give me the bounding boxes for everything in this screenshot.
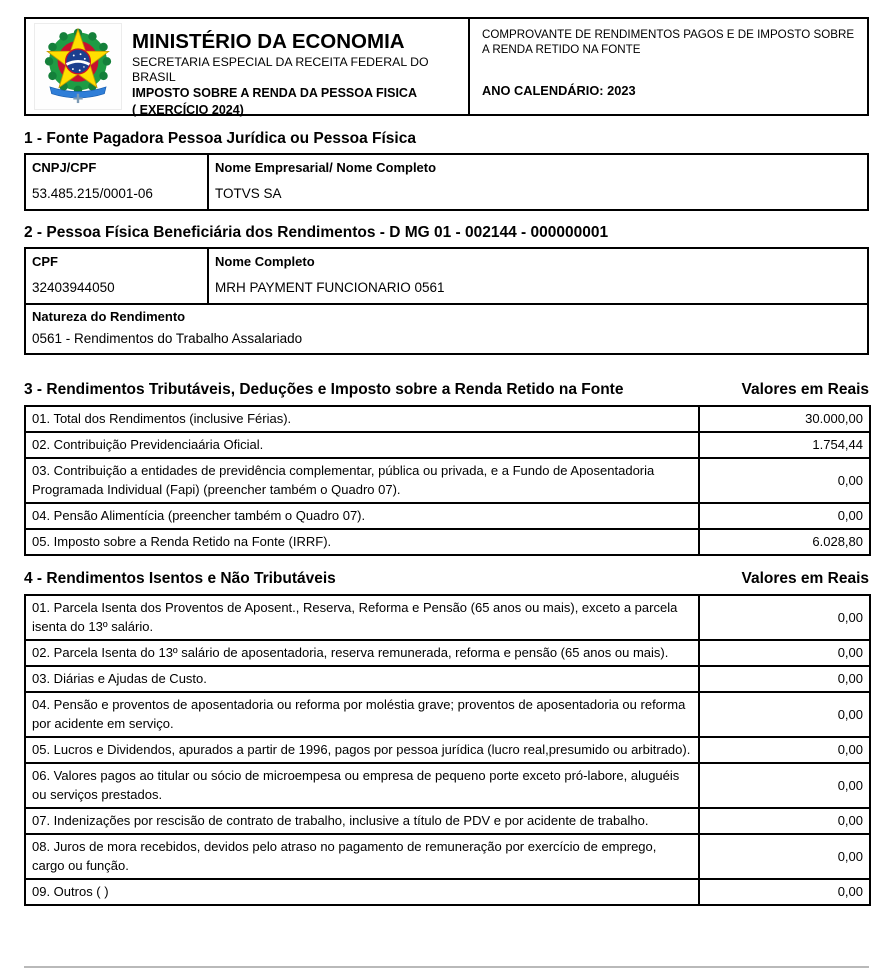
row-label: 04. Pensão Alimentícia (preencher também o Quadro 07). (25, 503, 699, 529)
table-row (25, 692, 870, 737)
table-row (25, 763, 870, 808)
payer-name-value: TOTVS SA (215, 186, 282, 201)
table-row (25, 834, 870, 879)
section3-title: 3 - Rendimentos Tributáveis, Deduções e Imposto sobre a Renda Retido na Fonte (24, 381, 624, 398)
table-row (25, 879, 870, 905)
table-row (26, 155, 867, 209)
row-label: 03. Diárias e Ajudas de Custo. (25, 666, 699, 692)
row-value: 0,00 (699, 737, 870, 763)
section1-title: 1 - Fonte Pagadora Pessoa Jurídica ou Pessoa Física (24, 130, 416, 147)
row-value: 0,00 (699, 640, 870, 666)
row-value: 0,00 (699, 595, 870, 640)
row-label: 08. Juros de mora recebidos, devidos pelo atraso no pagamento de remuneração por exercício de emprego, cargo ou função. (25, 834, 699, 879)
section4-heading-row (24, 569, 869, 589)
header-document-block (470, 19, 867, 114)
row-label: 01. Total dos Rendimentos (inclusive Férias). (25, 406, 699, 432)
income-nature-label: Natureza do Rendimento (32, 309, 186, 324)
table-row (25, 458, 870, 503)
income-nature-cell (26, 305, 867, 353)
calendar-year: ANO CALENDÁRIO: 2023 (482, 83, 636, 98)
row-label: 06. Valores pagos ao titular ou sócio de microempesa ou empresa de pequeno porte exceto pró-labore, aluguéis ou serviços prestados. (25, 763, 699, 808)
section3-heading-row (24, 380, 869, 400)
cnpj-cell (26, 155, 209, 209)
cpf-value: 32403944050 (32, 280, 115, 295)
table-row (25, 737, 870, 763)
table-row (25, 666, 870, 692)
table-row (25, 640, 870, 666)
header-issuer-block (26, 19, 470, 117)
beneficiary-name-cell (209, 249, 867, 303)
row-label: 01. Parcela Isenta dos Proventos de Aposent., Reserva, Reforma e Pensão (65 anos ou mais), exceto a parcela isenta do 13º salário. (25, 595, 699, 640)
section1-heading-row (24, 129, 869, 149)
row-label: 04. Pensão e proventos de aposentadoria ou reforma por moléstia grave; proventos de aposentadoria ou reforma por acidente em serviço. (25, 692, 699, 737)
document-header (24, 17, 869, 116)
section3-table (24, 405, 871, 556)
ministry-title: MINISTÉRIO DA ECONOMIA (132, 30, 405, 53)
row-value: 0,00 (699, 666, 870, 692)
row-value: 0,00 (699, 879, 870, 905)
row-label: 05. Lucros e Dividendos, apurados a partir de 1996, pagos por pessoa jurídica (lucro real,presumido ou arbitrado). (25, 737, 699, 763)
row-value: 6.028,80 (699, 529, 870, 555)
section4-table (24, 594, 871, 906)
section4-title: 4 - Rendimentos Isentos e Não Tributáveis (24, 570, 336, 587)
table-row (25, 406, 870, 432)
row-label: 07. Indenizações por rescisão de contrato de trabalho, inclusive a título de PDV e por acidente de trabalho. (25, 808, 699, 834)
cpf-label: CPF (32, 254, 58, 269)
tax-title: IMPOSTO SOBRE A RENDA DA PESSOA FISICA (132, 86, 417, 100)
row-value: 0,00 (699, 458, 870, 503)
section3-currency-label: Valores em Reais (741, 381, 869, 398)
table-row (25, 595, 870, 640)
row-value: 0,00 (699, 808, 870, 834)
table-row (25, 529, 870, 555)
table-row (25, 808, 870, 834)
row-label: 09. Outros ( ) (25, 879, 699, 905)
payer-name-label: Nome Empresarial/ Nome Completo (215, 160, 437, 175)
brazil-coat-of-arms-icon (34, 23, 122, 110)
beneficiary-name-value: MRH PAYMENT FUNCIONARIO 0561 (215, 280, 445, 295)
row-label: 02. Parcela Isenta do 13º salário de aposentadoria, reserva remunerada, reforma e pensão (65 anos ou mais). (25, 640, 699, 666)
row-value: 0,00 (699, 692, 870, 737)
row-label: 05. Imposto sobre a Renda Retido na Fonte (IRRF). (25, 529, 699, 555)
issuer-text-block (132, 23, 464, 117)
section1-table (24, 153, 869, 211)
row-label: 02. Contribuição Previdenciaária Oficial. (25, 432, 699, 458)
row-label: 03. Contribuição a entidades de previdência complementar, pública ou privada, e a Fundo de Aposentadoria Programada Individual (Fapi) (preencher também o Quadro 07). (25, 458, 699, 503)
table-row (25, 432, 870, 458)
income-nature-value: 0561 - Rendimentos do Trabalho Assalariado (32, 331, 303, 346)
next-section-top-border (24, 966, 869, 968)
row-value: 0,00 (699, 763, 870, 808)
cnpj-label: CNPJ/CPF (32, 160, 97, 175)
beneficiary-name-label: Nome Completo (215, 254, 315, 269)
row-value: 0,00 (699, 503, 870, 529)
table-row (26, 249, 867, 303)
payer-name-cell (209, 155, 867, 209)
table-row (26, 303, 867, 353)
section2-title: 2 - Pessoa Física Beneficiária dos Rendimentos - D MG 01 - 002144 - 000000001 (24, 224, 609, 241)
row-value: 1.754,44 (699, 432, 870, 458)
document-title: COMPROVANTE DE RENDIMENTOS PAGOS E DE IMPOSTO SOBRE A RENDA RETIDO NA FONTE (482, 28, 855, 56)
secretariat-subtitle: SECRETARIA ESPECIAL DA RECEITA FEDERAL DO BRASIL (132, 55, 429, 84)
section4-currency-label: Valores em Reais (741, 570, 869, 587)
table-row (25, 503, 870, 529)
row-value: 0,00 (699, 834, 870, 879)
cnpj-value: 53.485.215/0001-06 (32, 186, 153, 201)
section2-heading-row (24, 223, 869, 243)
exercise-year: ( EXERCÍCIO 2024) (132, 103, 244, 117)
cpf-cell (26, 249, 209, 303)
row-value: 30.000,00 (699, 406, 870, 432)
section2-table (24, 247, 869, 355)
